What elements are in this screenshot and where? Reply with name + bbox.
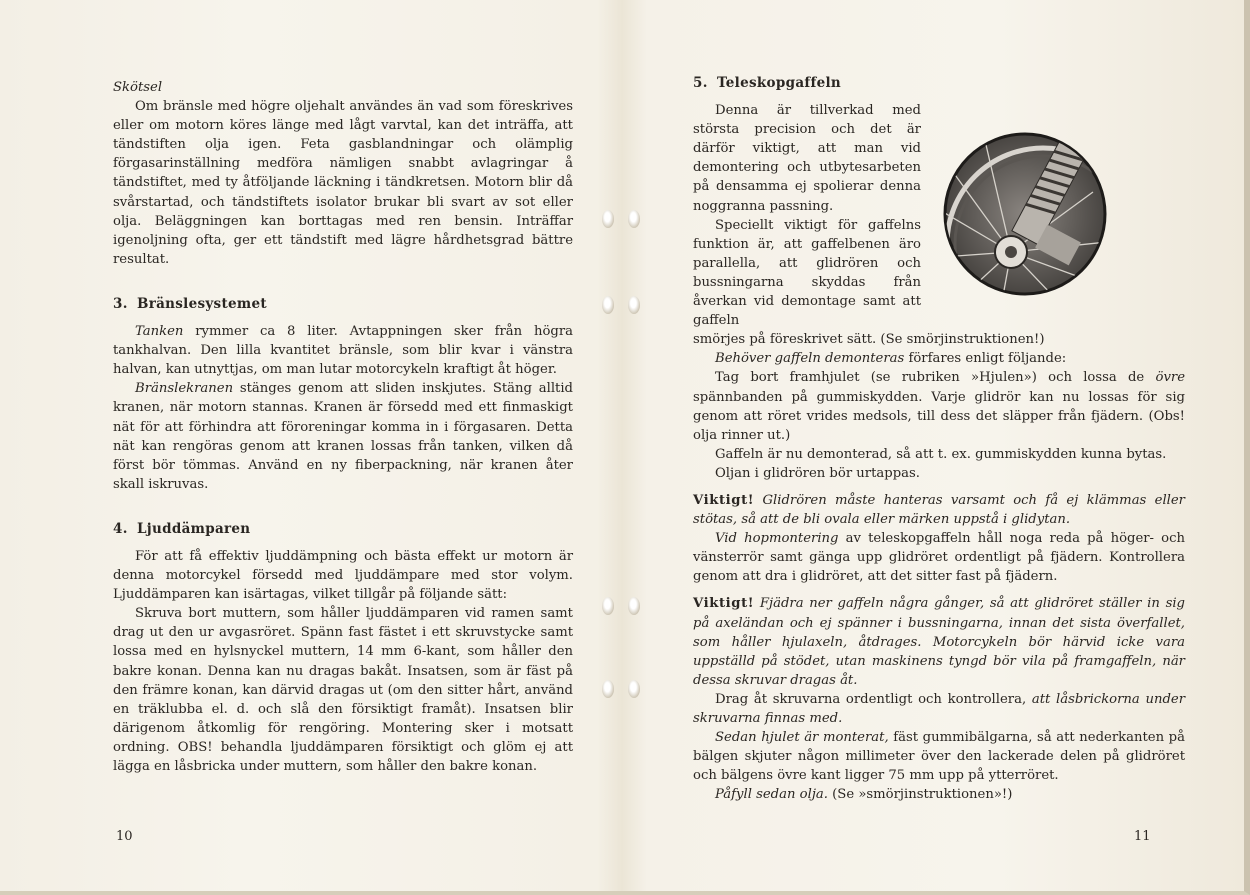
precision-paragraph: Denna är tillverkad med största precision och det är därför viktigt, att man vid demontering och utbytesarbeten på densamma ej spolierar denna noggranna passning. xyxy=(693,103,921,214)
muffler-steps-paragraph: Skruva bort muttern, som håller ljuddämparen vid ramen samt drag ut den ur avgasröret. Spänn fast fästet i ett skruvstycke samt lossa med en hylsnyckel muttern, 14 mm 6-kant, som håller den bakre konan. Denna kan nu dragas bakåt. Insatsen, som är fäst på den främre konan, kan därvid dragas ut (om den sitter hårt, använd en träklubba el. d. och slå den försiktigt framåt). Insatsen blir därigenom åtkomlig för rengöring. Montering sker i motsatt ordning. OBS! behandla ljuddämparen försiktigt och glöm ej att lägga en låsbricka under muttern, som håller den bakre konan. xyxy=(113,606,573,774)
right-column xyxy=(693,74,1185,804)
fork-function-paragraph: Speciellt viktigt för gaffelns funktion är, att gaffelbenen äro parallella, att glidrören och bussningarna skyddas från åverkan vid demontage samt att gaffeln xyxy=(693,217,921,329)
fill-oil-paragraph: Påfyll sedan olja. (Se »smörjinstruktionen»!) xyxy=(715,787,1013,803)
right-page xyxy=(630,0,1250,895)
tank-paragraph: Tanken rymmer ca 8 liter. Avtappningen sker från högra tankhalvan. Den lilla kvantitet bränsle, som blir kvar i vänstra halvan, kan utnyttjas, om man lutar motorcykeln kraftigt åt höger. xyxy=(113,324,573,378)
fork-dismantled-paragraph: Gaffeln är nu demonterad, så att t. ex. gummiskydden kunna bytas. xyxy=(715,446,1167,462)
front-wheel-fork-photo-icon xyxy=(943,132,1107,296)
dismantle-intro: Behöver gaffeln demonteras förfares enligt följande: xyxy=(715,351,1067,367)
punch-hole-icon xyxy=(602,296,614,314)
skotsel-paragraph: Om bränsle med högre oljehalt användes än vad som föreskrives eller om motorn köres länge med lågt varvtal, kan det inträffa, att tändstiften olja igen. Feta gasblandningar och olämplig förgasarinställning medföra nämligen snabbt avlagringar å tändstiftet, med ty åtföljande läckning i tändkretsen. Motorn blir då svårstartad, och tändstiftets isolator brukar bli svart av sot eller olja. Beläggningen kan borttagas med ren bensin. Inträffar igenoljning ofta, ger ett tändstift med lägre hårdhetsgrad bättre resultat. xyxy=(113,99,573,267)
punch-hole-icon xyxy=(602,597,614,615)
tighten-screws-paragraph: Drag åt skruvarna ordentligt och kontrollera, att låsbrickorna under skruvarna finnas med. xyxy=(693,691,1186,726)
page-number-right: 11 xyxy=(1134,829,1151,844)
warning-2: Viktigt! Fjädra ner gaffeln några gånger, så att glidröret ställer in sig på axeländan och ej spänner i bussningarna, innan det sista överfallet, som håller hjulaxeln, åtdrages. Motorcykeln bör härvid icke vara uppställd på stödet, utan maskinens tyngd bör vila på framgaffeln, när dessa skruvar dragas åt. xyxy=(693,596,1185,688)
section-5-heading: 5. Teleskopgaffeln xyxy=(693,75,842,91)
warning-1: Viktigt! Glidrören måste hanteras varsamt och få ej klämmas eller stötas, så att de bli ovala eller märken uppstå i glidytan. xyxy=(693,492,1185,528)
fuel-tap-paragraph: Bränslekranen stänges genom att sliden inskjutes. Stäng alltid kranen, när motorn stannas. Kranen är försedd med ett finmaskigt nät för att förhindra att föroreningar komma in i förgasaren. Detta nät kan rengöras genom att kranen lossas från tanken, vilken då först bör tömmas. Använd en ny fiberpackning, när kranen åter skall iskruvas. xyxy=(113,381,573,492)
punch-hole-icon xyxy=(602,680,614,698)
left-page xyxy=(0,0,620,895)
left-column xyxy=(113,78,573,776)
punch-hole-icon xyxy=(602,210,614,228)
page-number-left: 10 xyxy=(116,829,133,844)
reassembly-paragraph: Vid hopmontering av teleskopgaffeln håll noga reda på höger- och vänsterrör samt gänga upp glidröret ordentligt på fjädern. Kontrollera genom att dra i glidröret, att det sitter fast på fjädern. xyxy=(693,531,1185,585)
muffler-intro-paragraph: För att få effektiv ljuddämpning och bästa effekt ur motorn är denna motorcykel försedd med ljuddämpare med stor volym. Ljuddämparen kan isärtagas, vilket tillgår på följande sätt: xyxy=(113,548,573,603)
lubrication-line: smörjes på föreskrivet sätt. (Se smörjinstruktionen!) xyxy=(693,332,1045,348)
bellows-paragraph: Sedan hjulet är monterat, fäst gummibälgarna, så att nederkanten på bälgen skjuter någon millimeter över den lackerade delen på glidröret och bälgens övre kant ligger 75 mm upp på ytterröret. xyxy=(693,730,1185,784)
skotsel-heading: Skötsel xyxy=(113,80,163,95)
remove-wheel-paragraph: Tag bort framhjulet (se rubriken »Hjulen») och lossa de övre spännbanden på gummiskydden. Varje glidrör kan nu lossas för sig genom att röret vrides medsols, till dess det släpper från fjädern. (Obs! olja rinner ut.) xyxy=(693,370,1185,443)
drain-oil-paragraph: Oljan i glidrören bör urtappas. xyxy=(715,465,920,481)
section-3-heading: 3. Bränslesystemet xyxy=(113,295,267,312)
section-4-heading: 4. Ljuddämparen xyxy=(113,520,251,537)
